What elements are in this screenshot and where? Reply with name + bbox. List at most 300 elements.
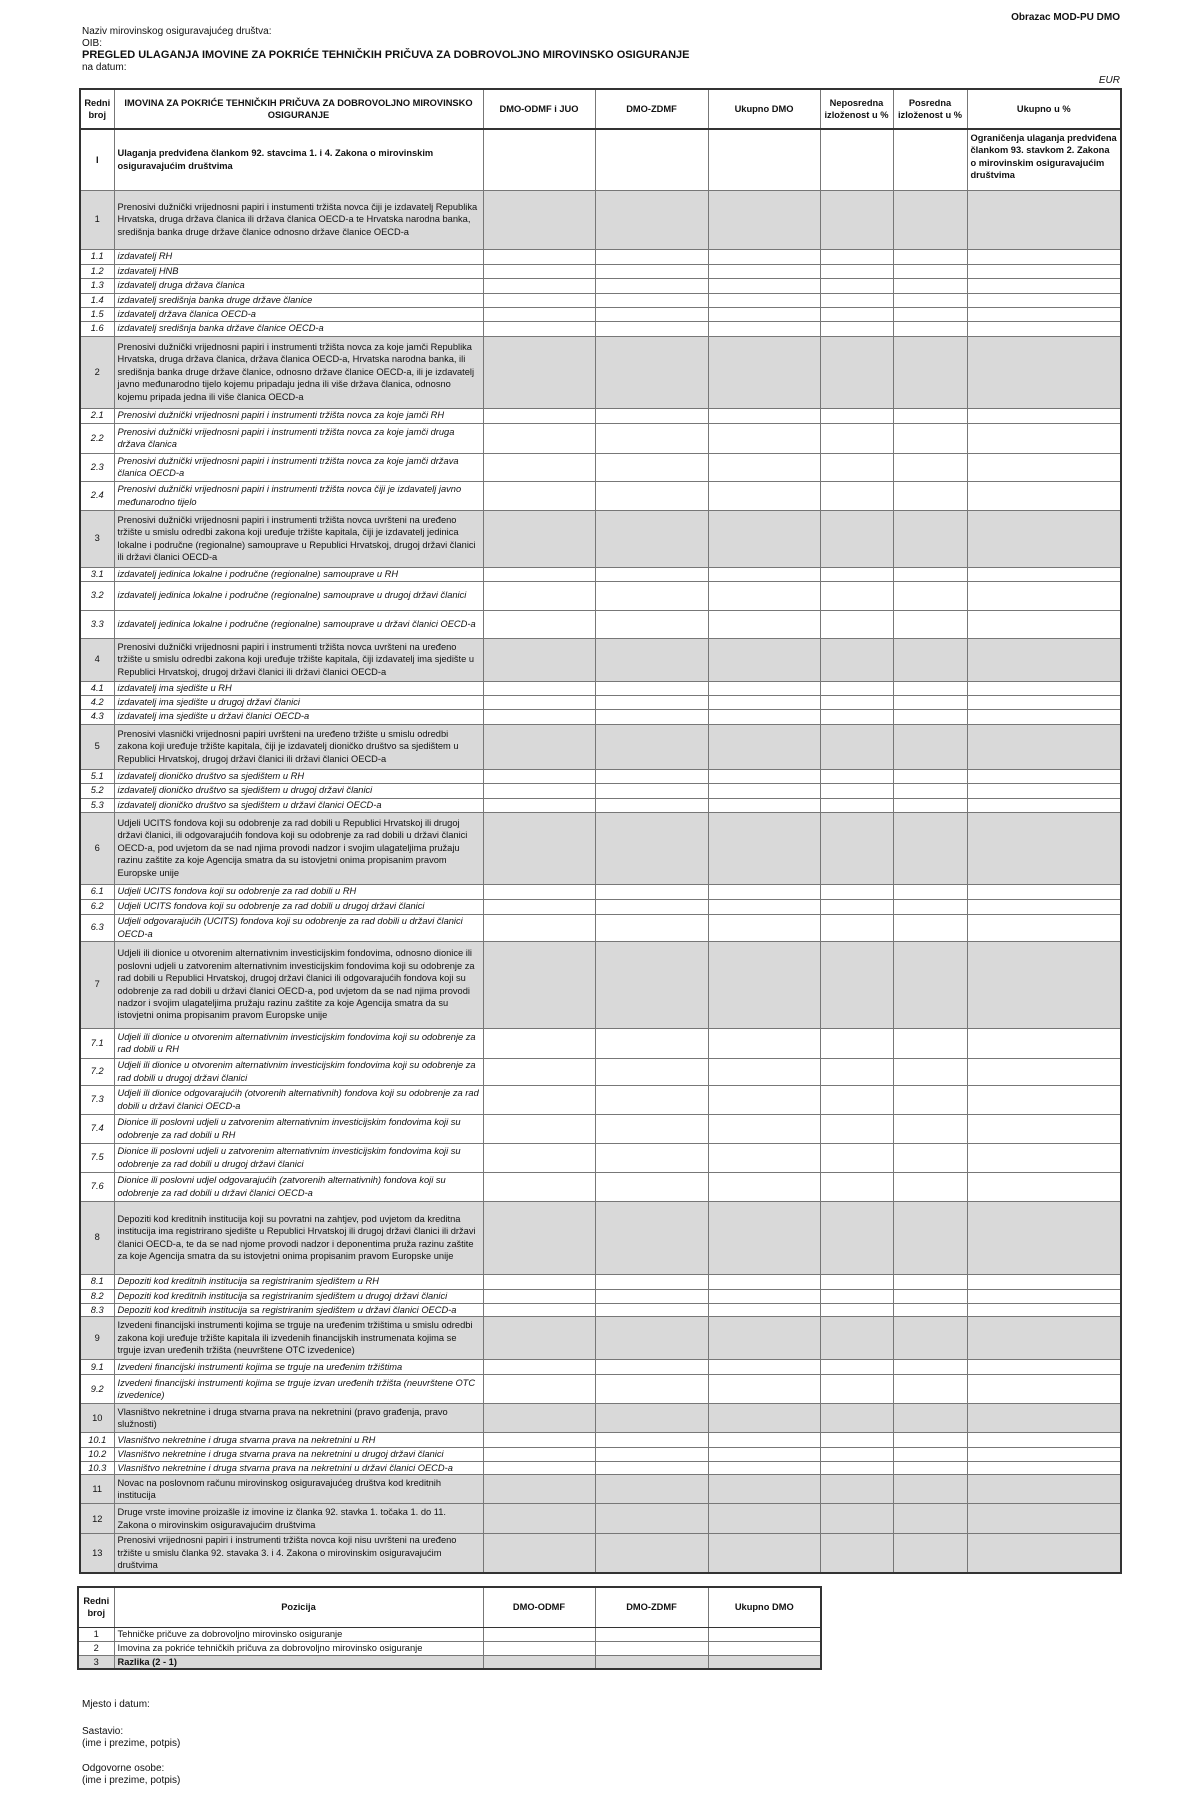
subcategory-row: [80, 914, 1121, 941]
value-cell: [595, 1201, 708, 1274]
oib-label: OIB:: [82, 38, 103, 49]
row-number: 5.3: [80, 798, 114, 812]
value-cell: [595, 681, 708, 695]
row-number: 1.5: [80, 307, 114, 321]
value-cell: [820, 610, 893, 638]
value-cell: [967, 293, 1121, 307]
row-number: 5: [80, 724, 114, 769]
value-cell: [595, 941, 708, 1028]
value-cell: [967, 1403, 1121, 1432]
value-cell: [483, 899, 595, 914]
value-cell: [708, 1641, 821, 1655]
value-cell: [893, 1274, 967, 1289]
row-number: 1.1: [80, 249, 114, 264]
value-cell: [820, 1303, 893, 1316]
value-cell: [708, 481, 820, 510]
value-cell: [483, 1641, 595, 1655]
value-cell: [967, 914, 1121, 941]
row-number: 7.4: [80, 1114, 114, 1143]
row-number: 2.4: [80, 481, 114, 510]
value-cell: [893, 264, 967, 278]
row-description: Izvedeni financijski instrumenti kojima se trguje na uređenim tržištima u smislu odredbi zakona koji uređuje tržište kapitala ili izvedenih financijskih instrumenata kojima se trguje izvan uređenih tržišta (neuvrštene OTC izvedenice): [114, 1316, 483, 1359]
value-cell: [820, 798, 893, 812]
value-cell: [708, 681, 820, 695]
value-cell: [708, 129, 820, 190]
value-cell: [967, 1475, 1121, 1504]
value-cell: [967, 1274, 1121, 1289]
value-cell: [483, 1303, 595, 1316]
value-cell: [820, 812, 893, 884]
value-cell: [483, 581, 595, 610]
value-cell: [820, 1143, 893, 1172]
row-number: 10.2: [80, 1447, 114, 1461]
compiled-by-hint: (ime i prezime, potpis): [82, 1738, 181, 1749]
value-cell: [708, 1085, 820, 1114]
value-cell: [483, 914, 595, 941]
value-cell: [483, 278, 595, 293]
value-cell: [595, 453, 708, 481]
value-cell: [893, 1316, 967, 1359]
value-cell: [967, 1359, 1121, 1374]
value-cell: [708, 709, 820, 724]
value-cell: [820, 899, 893, 914]
value-cell: [708, 1274, 820, 1289]
value-cell: [483, 1504, 595, 1534]
row-description: Dionice ili poslovni udjeli u zatvorenim alternativnim investicijskim fondovima koji su odobrenje za rad dobili u drugoj državi članici: [114, 1143, 483, 1172]
row-number: 7.6: [80, 1172, 114, 1201]
value-cell: [708, 321, 820, 336]
value-cell: [893, 724, 967, 769]
subcategory-row: [80, 278, 1121, 293]
value-cell: [967, 1432, 1121, 1447]
row-description: Depoziti kod kreditnih institucija koji su povratni na zahtjev, pod uvjetom da kreditna institucija ima registrirano sjedište u Republici Hrvatskoj ili drugoj državi članici ili državi članici OECD-a, te da se nad njome provodi nadzor i deponentima pruža razinu zaštite za koje Agencija smatra da su istovjetni onima propisanim pravom Europske unije: [114, 1201, 483, 1274]
value-cell: [893, 307, 967, 321]
value-cell: [967, 638, 1121, 681]
value-cell: [595, 1374, 708, 1403]
row-number: 1.3: [80, 278, 114, 293]
row-description: Prenosivi dužnički vrijednosni papiri i instrumenti tržišta novca za koje jamči druga država članica: [114, 423, 483, 453]
row-description: Prenosivi dužnički vrijednosni papiri i instrumenti tržišta novca za koje jamči država članica OECD-a: [114, 453, 483, 481]
value-cell: [820, 769, 893, 783]
summary-row: [78, 1627, 821, 1641]
subcategory-row: [80, 610, 1121, 638]
value-cell: [595, 798, 708, 812]
value-cell: [708, 914, 820, 941]
value-cell: [483, 798, 595, 812]
col-header-zdmf: DMO-ZDMF: [595, 89, 708, 129]
col-header-zdmf: DMO-ZDMF: [595, 1587, 708, 1627]
category-row: [80, 638, 1121, 681]
row-description: izdavatelj središnja banka države članice OECD-a: [114, 321, 483, 336]
row-number: 10: [80, 1403, 114, 1432]
value-cell: [893, 638, 967, 681]
col-header-direct-exposure: Neposredna izloženost u %: [820, 89, 893, 129]
value-cell: [967, 769, 1121, 783]
value-cell: [820, 249, 893, 264]
form-code: Obrazac MOD-PU DMO: [1011, 12, 1120, 23]
row-number: 12: [80, 1504, 114, 1534]
summary-table: [77, 1586, 822, 1670]
row-number: 6.1: [80, 884, 114, 899]
value-cell: [820, 1432, 893, 1447]
value-cell: [967, 899, 1121, 914]
value-cell: [967, 423, 1121, 453]
row-number: 13: [80, 1534, 114, 1573]
row-number: 4.3: [80, 709, 114, 724]
value-cell: [595, 408, 708, 423]
value-cell: [708, 783, 820, 798]
row-description: Imovina za pokriće tehničkih pričuva za dobrovoljno mirovinsko osiguranje: [114, 1641, 483, 1655]
value-cell: [967, 610, 1121, 638]
value-cell: [483, 812, 595, 884]
row-description: Ulaganja predviđena člankom 92. stavcima 1. i 4. Zakona o mirovinskim osiguravajućim društvima: [114, 129, 483, 190]
value-cell: [820, 709, 893, 724]
value-cell: [595, 1058, 708, 1085]
value-cell: [893, 1172, 967, 1201]
row-description: Depoziti kod kreditnih institucija sa registriranim sjedištem u drugoj državi članici: [114, 1289, 483, 1303]
row-number: 7.5: [80, 1143, 114, 1172]
value-cell: [483, 453, 595, 481]
value-cell: [967, 1201, 1121, 1274]
value-cell: [967, 190, 1121, 249]
row-description: Prenosivi dužnički vrijednosni papiri i instrumenti tržišta novca čiji je izdavatelj javno međunarodno tijelo: [114, 481, 483, 510]
value-cell: [595, 1085, 708, 1114]
value-cell: [595, 336, 708, 408]
value-cell: [820, 941, 893, 1028]
value-cell: [820, 695, 893, 709]
value-cell: [967, 1504, 1121, 1534]
subcategory-row: [80, 1432, 1121, 1447]
value-cell: [595, 264, 708, 278]
subcategory-row: [80, 293, 1121, 307]
value-cell: [708, 293, 820, 307]
value-cell: [893, 321, 967, 336]
value-cell: [893, 423, 967, 453]
value-cell: [708, 1432, 820, 1447]
value-cell: [483, 190, 595, 249]
value-cell: [820, 321, 893, 336]
value-cell: [483, 724, 595, 769]
value-cell: [967, 481, 1121, 510]
subcategory-row: [80, 408, 1121, 423]
value-cell: [708, 1058, 820, 1085]
col-header-no: Redni broj: [78, 1587, 114, 1627]
value-cell: [483, 408, 595, 423]
value-cell: [595, 249, 708, 264]
subcategory-row: [80, 1303, 1121, 1316]
row-number: 7.2: [80, 1058, 114, 1085]
value-cell: [595, 1475, 708, 1504]
value-cell: [893, 336, 967, 408]
value-cell: [967, 1316, 1121, 1359]
responsible-persons-hint: (ime i prezime, potpis): [82, 1775, 181, 1786]
subcategory-row: [80, 709, 1121, 724]
value-cell: [820, 129, 893, 190]
value-cell: [483, 709, 595, 724]
value-cell: [893, 1403, 967, 1432]
row-description: izdavatelj dioničko društvo sa sjedištem u RH: [114, 769, 483, 783]
row-number: 3: [78, 1655, 114, 1669]
row-description: izdavatelj ima sjedište u državi članici OECD-a: [114, 709, 483, 724]
value-cell: [893, 1201, 967, 1274]
value-cell: [893, 899, 967, 914]
value-cell: [595, 190, 708, 249]
value-cell: [595, 481, 708, 510]
value-cell: [708, 1289, 820, 1303]
value-cell: [483, 249, 595, 264]
row-description: izdavatelj RH: [114, 249, 483, 264]
value-cell: [708, 190, 820, 249]
value-cell: [483, 1359, 595, 1374]
row-number: 8.2: [80, 1289, 114, 1303]
row-number: I: [80, 129, 114, 190]
value-cell: [708, 423, 820, 453]
subcategory-row: [80, 581, 1121, 610]
value-cell: [820, 1447, 893, 1461]
value-cell: [820, 190, 893, 249]
value-cell: [893, 1114, 967, 1143]
value-cell: [820, 481, 893, 510]
value-cell: [967, 1461, 1121, 1474]
value-cell: [967, 1534, 1121, 1573]
row-number: 11: [80, 1475, 114, 1504]
value-cell: [483, 1534, 595, 1573]
row-description: Izvedeni financijski instrumenti kojima se trguje izvan uređenih tržišta (neuvrštene OTC izvedenice): [114, 1374, 483, 1403]
col-header-odmf-juo: DMO-ODMF i JUO: [483, 89, 595, 129]
value-cell: [483, 610, 595, 638]
value-cell: [820, 264, 893, 278]
value-cell: [893, 293, 967, 307]
value-cell: [967, 307, 1121, 321]
row-description: Razlika (2 - 1): [114, 1655, 483, 1669]
value-cell: [820, 1359, 893, 1374]
value-cell: [483, 884, 595, 899]
value-cell: [595, 1028, 708, 1058]
row-description: Prenosivi dužnički vrijednosni papiri i instrumenti tržišta novca uvršteni na uređeno tržište u smislu odredbi zakona koji uređuje tržište kapitala, čiji izdavatelj ima sjedište u Republici Hrvatskoj, drugoj državi članici ili državi članici OECD-a: [114, 638, 483, 681]
value-cell: [893, 812, 967, 884]
value-cell: [820, 1374, 893, 1403]
value-cell: [708, 336, 820, 408]
row-number: 5.1: [80, 769, 114, 783]
subcategory-row: [80, 1359, 1121, 1374]
value-cell: [483, 1432, 595, 1447]
value-cell: [483, 941, 595, 1028]
value-cell: [893, 1432, 967, 1447]
value-cell: [967, 567, 1121, 581]
value-cell: [708, 1534, 820, 1573]
value-cell: [820, 638, 893, 681]
value-cell: [595, 307, 708, 321]
value-cell: [967, 1447, 1121, 1461]
value-cell: [483, 1627, 595, 1641]
value-cell: [595, 884, 708, 899]
value-cell: [708, 1655, 821, 1669]
value-cell: [483, 307, 595, 321]
row-number: 1.4: [80, 293, 114, 307]
value-cell: [820, 336, 893, 408]
row-number: 2.1: [80, 408, 114, 423]
value-cell: [595, 1359, 708, 1374]
row-number: 1: [78, 1627, 114, 1641]
value-cell: [967, 1172, 1121, 1201]
value-cell: [483, 293, 595, 307]
value-cell: [820, 1172, 893, 1201]
value-cell: [967, 884, 1121, 899]
value-cell: [483, 638, 595, 681]
subcategory-row: [80, 481, 1121, 510]
value-cell: [893, 914, 967, 941]
value-cell: [967, 1058, 1121, 1085]
row-description: Udjeli ili dionice odgovarajućih (otvorenih alternativnih) fondova koji su odobrenje za rad dobili u državi članici OECD-a: [114, 1085, 483, 1114]
subcategory-row: [80, 423, 1121, 453]
summary-header-row: [78, 1587, 821, 1627]
value-cell: [483, 769, 595, 783]
value-cell: [893, 1085, 967, 1114]
value-cell: [708, 899, 820, 914]
value-cell: [595, 724, 708, 769]
value-cell: [708, 510, 820, 567]
value-cell: [708, 567, 820, 581]
row-number: 1: [80, 190, 114, 249]
row-description: Tehničke pričuve za dobrovoljno mirovinsko osiguranje: [114, 1627, 483, 1641]
row-description: izdavatelj druga država članica: [114, 278, 483, 293]
value-cell: [595, 1403, 708, 1432]
subcategory-row: [80, 1274, 1121, 1289]
value-cell: [967, 798, 1121, 812]
row-description: Depoziti kod kreditnih institucija sa registriranim sjedištem u državi članici OECD-a: [114, 1303, 483, 1316]
row-number: 4.2: [80, 695, 114, 709]
row-number: 3: [80, 510, 114, 567]
value-cell: [483, 1374, 595, 1403]
value-cell: [595, 709, 708, 724]
value-cell: [595, 321, 708, 336]
value-cell: [820, 1058, 893, 1085]
value-cell: [708, 638, 820, 681]
value-cell: [893, 1303, 967, 1316]
subcategory-row: [80, 1114, 1121, 1143]
subcategory-row: [80, 681, 1121, 695]
value-cell: [820, 681, 893, 695]
subcategory-row: [80, 321, 1121, 336]
row-description: Dionice ili poslovni udjel odgovarajućih (zatvorenih alternativnih) fondova koji su odobrenje za rad dobili u državi članici OECD-a: [114, 1172, 483, 1201]
value-cell: [967, 278, 1121, 293]
row-number: 2.2: [80, 423, 114, 453]
value-cell: [708, 278, 820, 293]
value-cell: [967, 1085, 1121, 1114]
value-cell: [595, 1655, 708, 1669]
row-description: izdavatelj jedinica lokalne i područne (regionalne) samouprave u državi članici OECD-a: [114, 610, 483, 638]
col-header-total-percent: Ukupno u %: [967, 89, 1121, 129]
value-cell: [595, 610, 708, 638]
value-cell: [595, 293, 708, 307]
value-cell: [595, 1461, 708, 1474]
value-cell: [483, 1028, 595, 1058]
value-cell: [893, 1058, 967, 1085]
value-cell: [708, 1359, 820, 1374]
value-cell: [483, 1172, 595, 1201]
value-cell: [595, 1316, 708, 1359]
row-number: 10.1: [80, 1432, 114, 1447]
value-cell: [595, 1143, 708, 1172]
category-row: [80, 1504, 1121, 1534]
value-cell: [708, 1172, 820, 1201]
subcategory-row: [80, 783, 1121, 798]
value-cell: [708, 408, 820, 423]
row-description: izdavatelj središnja banka druge države članice: [114, 293, 483, 307]
subcategory-row: [80, 307, 1121, 321]
value-cell: [820, 1289, 893, 1303]
limit-note: Ograničenja ulaganja predviđena člankom 93. stavkom 2. Zakona o mirovinskim osiguravajućim društvima: [967, 129, 1121, 190]
value-cell: [893, 681, 967, 695]
value-cell: [708, 724, 820, 769]
value-cell: [893, 1475, 967, 1504]
value-cell: [708, 812, 820, 884]
row-description: Vlasništvo nekretnine i druga stvarna prava na nekretnini u drugoj državi članici: [114, 1447, 483, 1461]
value-cell: [483, 481, 595, 510]
value-cell: [893, 1534, 967, 1573]
category-row: [80, 1201, 1121, 1274]
col-header-asset: IMOVINA ZA POKRIĆE TEHNIČKIH PRIČUVA ZA DOBROVOLJNO MIROVINSKO OSIGURANJE: [114, 89, 483, 129]
row-number: 7.3: [80, 1085, 114, 1114]
row-description: Prenosivi dužnički vrijednosni papiri i instumenti tržišta novca čiji je izdavatelj Republika Hrvatska, druga država članica ili država članica OECD-a te Hrvatska narodna banka, središnja banka druge države članice odnosno države članice OECD-a: [114, 190, 483, 249]
value-cell: [708, 1461, 820, 1474]
value-cell: [967, 453, 1121, 481]
value-cell: [820, 1114, 893, 1143]
row-description: Udjeli ili dionice u otvorenim alternativnim investicijskim fondovima, odnosno dionice ili poslovni udjeli u zatvorenim alternativnim investicijskim fondovima koji su odobrenje za rad dobili u Republici Hrvatskoj, drugoj državi članici ili odgovarajućih fondova koji su odobrenje za rad dobili u državi članici OECD-a, pod uvjetom da se nad njima provodi nadzor i svojim ulagateljima pružaju razinu zaštite za koje Agencija smatra da su istovjetni onima propisanim pravom Europske unije: [114, 941, 483, 1028]
value-cell: [893, 481, 967, 510]
value-cell: [595, 1274, 708, 1289]
subcategory-row: [80, 567, 1121, 581]
row-description: izdavatelj ima sjedište u RH: [114, 681, 483, 695]
value-cell: [483, 567, 595, 581]
value-cell: [708, 1143, 820, 1172]
summary-row: [78, 1641, 821, 1655]
value-cell: [893, 1447, 967, 1461]
row-description: Druge vrste imovine proizašle iz imovine iz članka 92. stavka 1. točaka 1. do 11. Zakona o mirovinskim osiguravajućim društvima: [114, 1504, 483, 1534]
row-description: izdavatelj ima sjedište u drugoj državi članici: [114, 695, 483, 709]
value-cell: [483, 1475, 595, 1504]
row-number: 2.3: [80, 453, 114, 481]
value-cell: [820, 724, 893, 769]
category-row: [80, 510, 1121, 567]
value-cell: [483, 1201, 595, 1274]
value-cell: [967, 510, 1121, 567]
report-date-label: na datum:: [82, 62, 127, 73]
row-number: 5.2: [80, 783, 114, 798]
value-cell: [967, 709, 1121, 724]
subcategory-row: [80, 769, 1121, 783]
value-cell: [595, 1289, 708, 1303]
subcategory-row: [80, 1447, 1121, 1461]
value-cell: [820, 1028, 893, 1058]
value-cell: [708, 307, 820, 321]
value-cell: [708, 1114, 820, 1143]
value-cell: [595, 1172, 708, 1201]
col-header-total-dmo: Ukupno DMO: [708, 89, 820, 129]
value-cell: [595, 129, 708, 190]
row-description: Udjeli UCITS fondova koji su odobrenje za rad dobili u RH: [114, 884, 483, 899]
row-description: Udjeli ili dionice u otvorenim alternativnim investicijskim fondovima koji su odobrenje za rad dobili u drugoj državi članici: [114, 1058, 483, 1085]
responsible-persons-label: Odgovorne osobe:: [82, 1763, 165, 1774]
value-cell: [820, 453, 893, 481]
row-number: 7: [80, 941, 114, 1028]
row-number: 10.3: [80, 1461, 114, 1474]
row-number: 2: [80, 336, 114, 408]
value-cell: [708, 1028, 820, 1058]
row-number: 2: [78, 1641, 114, 1655]
value-cell: [708, 1475, 820, 1504]
col-header-position: Pozicija: [114, 1587, 483, 1627]
